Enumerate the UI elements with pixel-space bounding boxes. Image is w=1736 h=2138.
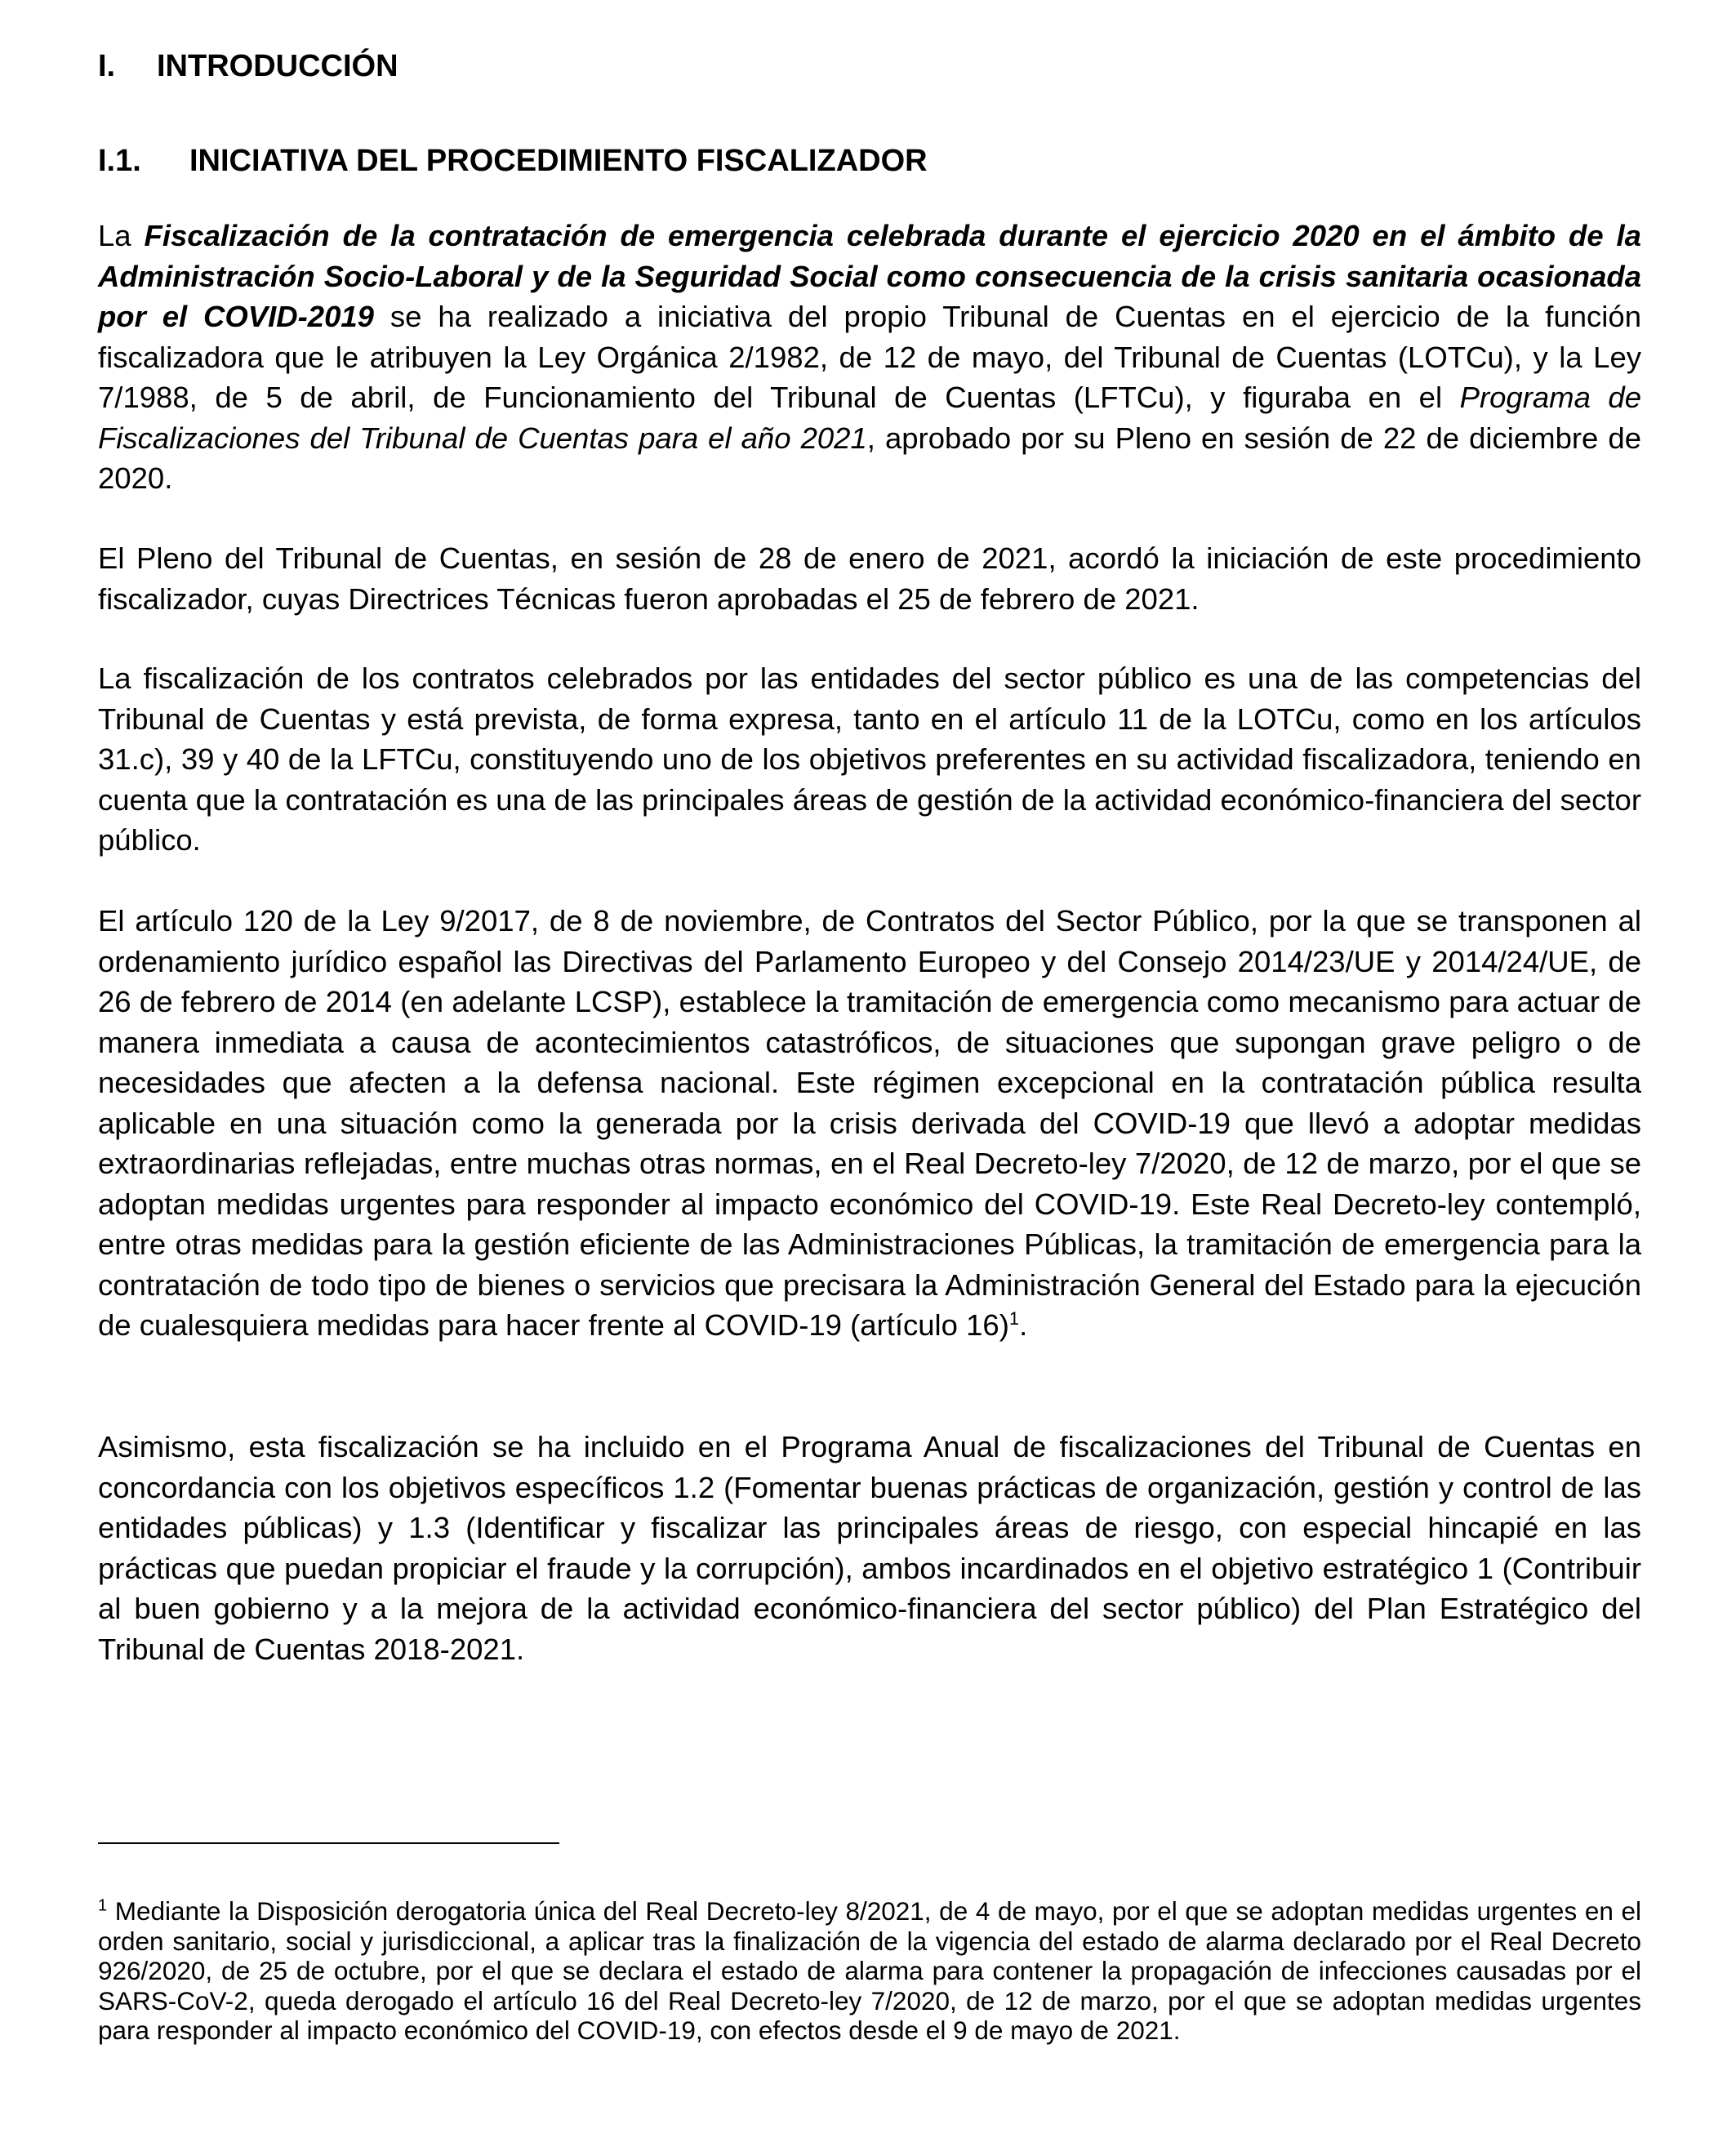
paragraph-text: El artículo 120 de la Ley 9/2017, de 8 de noviembre, de Contratos del Sector Público, por la que se transponen al ordenamiento jurídico español las Directivas del Parlamento Europeo y del Consejo 2014/23/UE y 2014/24/UE, de 26 de febrero de 2014 (en adelante LCSP), establece la tramitación de emergencia como mecanismo para actuar de manera inmediata a causa de acontecimientos catastróficos, de situaciones que supongan grave peligro o de necesidades que afecten a la defensa nacional. Este régimen excepcional en la contratación pública resulta aplicable en una situación como la generada por la crisis derivada del COVID-19 que llevó a adoptar medidas extraordinarias reflejadas, entre muchas otras normas, en el Real Decreto-ley 7/2020, de 12 de marzo, por el que se adoptan medidas urgentes para responder al impacto económico del COVID-19. Este Real Decreto-ley contempló, entre otras medidas para la gestión eficiente de las Administraciones Públicas, la tramitación de emergencia para la contratación de todo tipo de bienes o servicios que precisara la Administración General del Estado para la ejecución de cualesquiera medidas para hacer frente al COVID-19 (artículo 16): [98, 904, 1641, 1342]
paragraph-lead: La: [98, 219, 145, 252]
paragraph-text: se ha realizado a iniciativa del propio Tribunal de Cuentas en el ejercicio de la función fiscalizadora que le atribuyen la Ley Orgánica 2/1982, de 12 de mayo, del Tribunal de Cuentas (LOTCu), y la Ley 7/1988, de 5 de abril, de Funcionamiento del Tribunal de Cuentas (LFTCu), y figuraba en el: [98, 300, 1642, 414]
footnote: [98, 1896, 1641, 2046]
subsection-title: INICIATIVA DEL PROCEDIMIENTO FISCALIZADOR: [189, 144, 928, 178]
paragraph-initiative: [98, 216, 1641, 499]
subsection-heading: [98, 142, 928, 180]
paragraph-end: .: [1019, 1308, 1028, 1342]
paragraph-plenary: El Pleno del Tribunal de Cuentas, en sesión de 28 de enero de 2021, acordó la iniciación de este procedimiento fiscalizador, cuyas Directrices Técnicas fueron aprobadas el 25 de febrero de 2021.: [98, 541, 1641, 616]
footnote-text: Mediante la Disposición derogatoria única del Real Decreto-ley 8/2021, de 4 de mayo, por el que se adoptan medidas urgentes en el orden sanitario, social y jurisdiccional, a aplicar tras la finalización de la vigencia del estado de alarma declarado por el Real Decreto 926/2020, de 25 de octubre, por el que se declara el estado de alarma para contener la propagación de infecciones causadas por el SARS-CoV-2, queda derogado el artículo 16 del Real Decreto-ley 7/2020, de 12 de marzo, por el que se adoptan medidas urgentes para responder al impacto económico del COVID-19, con efectos desde el 9 de mayo de 2021.: [98, 1896, 1641, 2045]
section-title: INTRODUCCIÓN: [157, 49, 398, 83]
paragraph-annual-program: Asimismo, esta fiscalización se ha incluido en el Programa Anual de fiscalizaciones del Tribunal de Cuentas en concordancia con los objetivos específicos 1.2 (Fomentar buenas prácticas de organización, gestión y control de las entidades públicas) y 1.3 (Identificar y fiscalizar las principales áreas de riesgo, con especial hincapié en las prácticas que puedan propiciar el fraude y la corrupción), ambos incardinados en el objetivo estratégico 1 (Contribuir al buen gobierno y a la mejora de la actividad económico-financiera del sector público) del Plan Estratégico del Tribunal de Cuentas 2018-2021.: [98, 1430, 1641, 1666]
program-title: Programa de Fiscalizaciones del Tribunal de Cuentas para el año 2021: [98, 381, 1642, 455]
section-number: I.: [98, 49, 116, 83]
paragraph-competencies: La fiscalización de los contratos celebrados por las entidades del sector público es una de las competencias del Tribunal de Cuentas y está prevista, de forma expresa, tanto en el artículo 11 de la LOTCu, como en los artículos 31.c), 39 y 40 de la LFTCu, constituyendo uno de los objetivos preferentes en su actividad fiscalizadora, teniendo en cuenta que la contratación es una de las principales áreas de gestión de la actividad económico-financiera del sector público.: [98, 661, 1641, 857]
paragraph-text-end: , aprobado por su Pleno en sesión de 22 de diciembre de 2020.: [98, 421, 1641, 495]
footnote-divider: [98, 1842, 559, 1844]
paragraph-emergency-contracting: [98, 901, 1641, 1346]
subsection-number: I.1.: [98, 144, 141, 178]
footnote-marker: 1: [98, 1896, 108, 1915]
footnote-reference[interactable]: 1: [1008, 1307, 1020, 1329]
audit-title: Fiscalización de la contratación de emergencia celebrada durante el ejercicio 2020 en el ámbito de la Administración Socio-Laboral y de la Seguridad Social como consecuencia de la crisis sanitaria ocasionada por el COVID-2019: [98, 219, 1641, 333]
section-heading: [98, 47, 398, 85]
